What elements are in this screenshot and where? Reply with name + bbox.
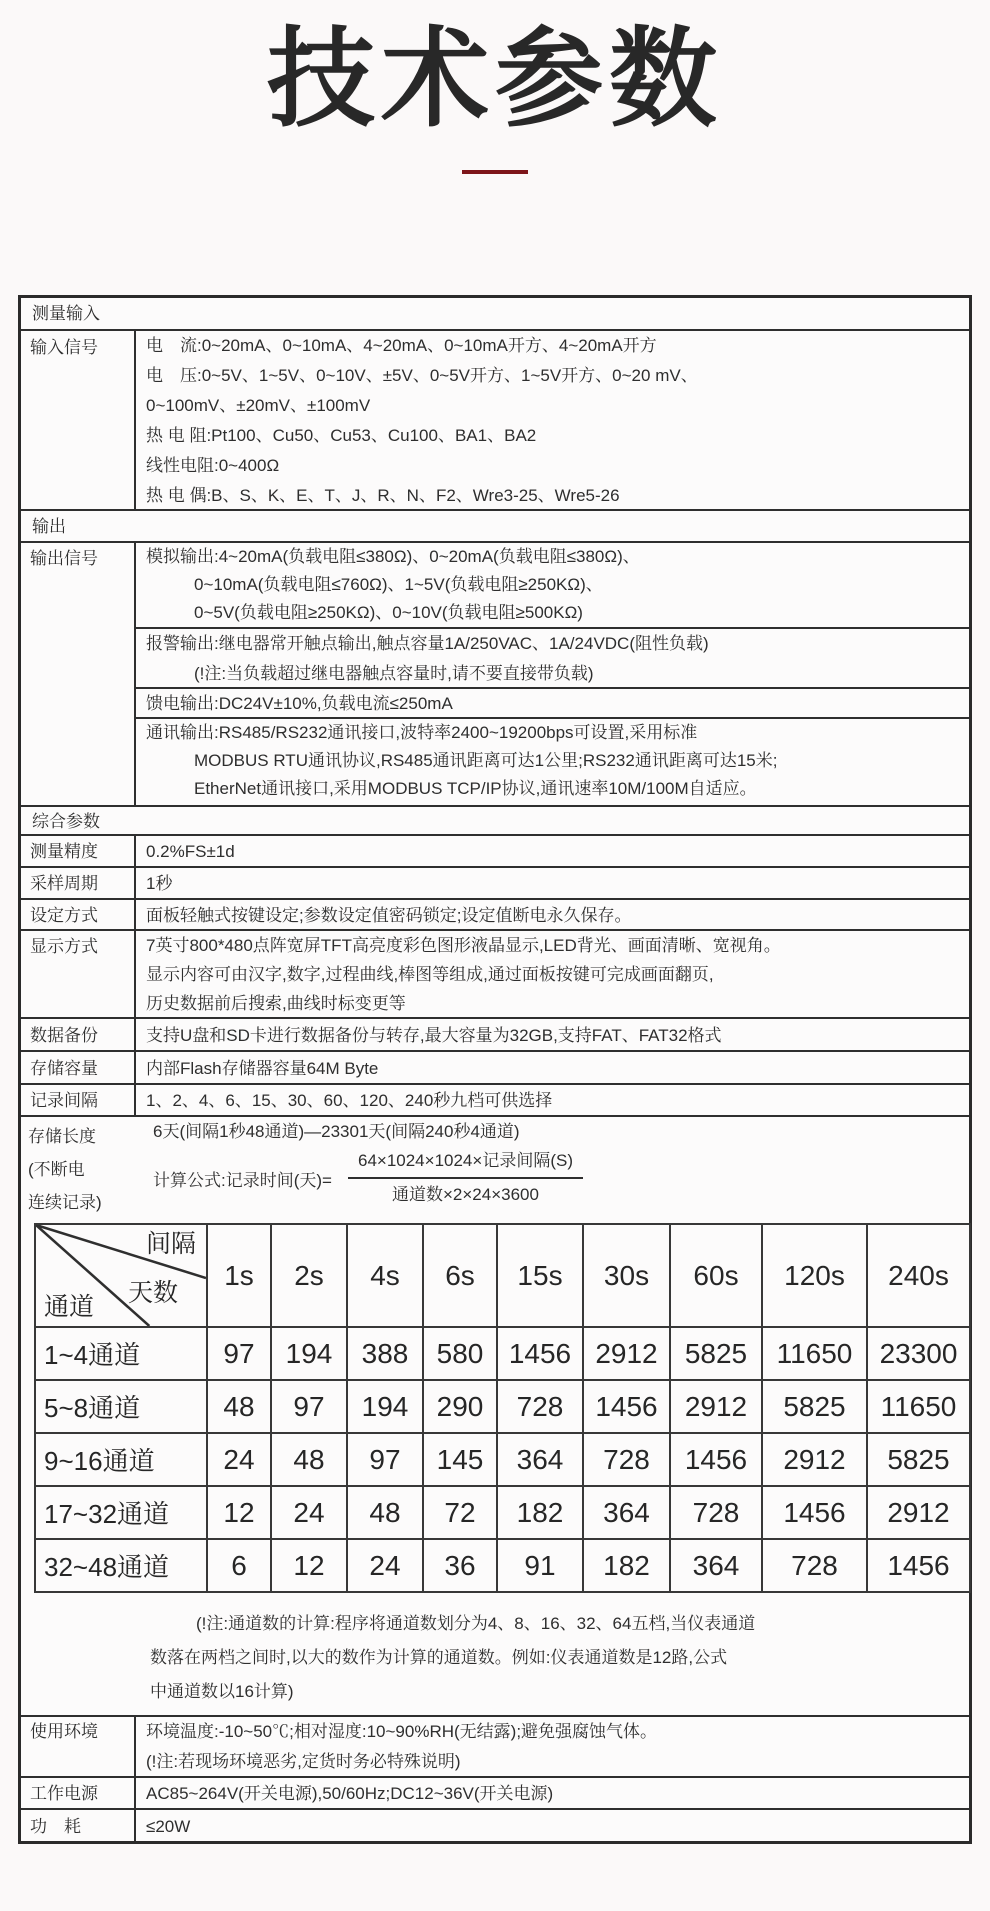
- col-header: 1s: [207, 1224, 271, 1327]
- days-cell: 290: [423, 1380, 497, 1433]
- row-value: 0.2%FS±1d: [146, 842, 235, 861]
- row-value: 内部Flash存储器容量64M Byte: [146, 1059, 379, 1078]
- output-feed-line: 馈电输出:DC24V±10%,负载电流≤250mA: [136, 687, 969, 717]
- row-storage-length: [21, 1115, 969, 1715]
- col-header: 15s: [497, 1224, 583, 1327]
- days-cell: 97: [207, 1327, 271, 1380]
- days-cell: 6: [207, 1539, 271, 1592]
- days-cell: 194: [271, 1327, 347, 1380]
- formula-label: 计算公式:记录时间(天)=: [153, 1170, 332, 1190]
- analog-line3: 0~5V(负载电阻≥250KΩ)、0~10V(负载电阻≥500KΩ): [194, 603, 583, 622]
- input-rtd-line: 热 电 阻:Pt100、Cu50、Cu53、Cu100、BA1、BA2: [146, 426, 537, 445]
- row-label: 功 耗: [21, 1810, 136, 1841]
- days-cell: 580: [423, 1327, 497, 1380]
- days-cell: 12: [207, 1486, 271, 1539]
- row-display-mode: [21, 929, 969, 1017]
- row-sampling: [21, 866, 969, 898]
- days-cell: 728: [670, 1486, 762, 1539]
- days-cell: 97: [271, 1380, 347, 1433]
- col-header: 30s: [583, 1224, 670, 1327]
- days-cell: 12: [271, 1539, 347, 1592]
- col-header: 120s: [762, 1224, 867, 1327]
- note-line3: 中通道数以16计算): [150, 1682, 294, 1701]
- row-value: ≤20W: [146, 1817, 191, 1836]
- days-cell: 24: [347, 1539, 423, 1592]
- row-value: 1秒: [146, 874, 173, 893]
- days-cell: 24: [271, 1486, 347, 1539]
- days-cell: 23300: [867, 1327, 970, 1380]
- days-cell: 48: [207, 1380, 271, 1433]
- title-divider-line: [462, 170, 528, 174]
- row-output-signal: [21, 541, 969, 805]
- days-cell: 364: [497, 1433, 583, 1486]
- row-label: 显示方式: [21, 931, 136, 1017]
- row-environment: [21, 1715, 969, 1776]
- days-cell: 1456: [670, 1433, 762, 1486]
- spec-table: [18, 295, 972, 1844]
- formula-denominator: 通道数×2×24×3600: [392, 1185, 539, 1204]
- days-cell: 728: [497, 1380, 583, 1433]
- row-accuracy: [21, 834, 969, 866]
- days-cell: 182: [497, 1486, 583, 1539]
- analog-line2: 0~10mA(负载电阻≤760Ω)、1~5V(负载电阻≥250KΩ)、: [194, 575, 603, 594]
- days-cell: 388: [347, 1327, 423, 1380]
- storage-table-row: [35, 1327, 970, 1380]
- days-cell: 1456: [497, 1327, 583, 1380]
- input-current-line: 电 流:0~20mA、0~10mA、4~20mA、0~10mA开方、4~20mA开方: [146, 336, 657, 355]
- alarm-note: (!注:当负载超过继电器触点容量时,请不要直接带负载): [194, 664, 594, 683]
- days-cell: 182: [583, 1539, 670, 1592]
- row-label: 输入信号: [21, 331, 136, 509]
- formula-fraction: [348, 1147, 583, 1209]
- storage-note: [21, 1607, 969, 1709]
- note-line1: (!注:通道数的计算:程序将通道数划分为4、8、16、32、64五档,当仪表通道: [196, 1614, 756, 1633]
- storage-table-row: [35, 1433, 970, 1486]
- channel-range-label: 17~32通道: [35, 1486, 207, 1539]
- days-cell: 1456: [583, 1380, 670, 1433]
- row-value: [136, 1717, 969, 1776]
- days-cell: 11650: [867, 1380, 970, 1433]
- env-line2: (!注:若现场环境恶劣,定货时务必特殊说明): [146, 1752, 461, 1771]
- col-header: 6s: [423, 1224, 497, 1327]
- row-record-interval: [21, 1083, 969, 1115]
- row-value: AC85~264V(开关电源),50/60Hz;DC12~36V(开关电源): [146, 1784, 554, 1803]
- alarm-line1: 报警输出:继电器常开触点输出,触点容量1A/250VAC、1A/24VDC(阻性负载): [146, 634, 709, 653]
- input-tc-line: 热 电 偶:B、S、K、E、T、J、R、N、F2、Wre3-25、Wre5-26: [146, 486, 620, 505]
- analog-line1: 模拟输出:4~20mA(负载电阻≤380Ω)、0~20mA(负载电阻≤380Ω)、: [146, 547, 640, 566]
- days-cell: 36: [423, 1539, 497, 1592]
- days-cell: 48: [271, 1433, 347, 1486]
- days-cell: 2912: [583, 1327, 670, 1380]
- storage-table-row: [35, 1539, 970, 1592]
- days-cell: 2912: [867, 1486, 970, 1539]
- row-label: 采样周期: [21, 868, 136, 898]
- row-value: 1、2、4、6、15、30、60、120、240秒九档可供选择: [146, 1091, 553, 1110]
- days-cell: 364: [670, 1539, 762, 1592]
- row-label: 输出信号: [21, 543, 136, 805]
- channel-range-label: 32~48通道: [35, 1539, 207, 1592]
- row-value: 支持U盘和SD卡进行数据备份与转存,最大容量为32GB,支持FAT、FAT32格式: [146, 1026, 722, 1045]
- days-cell: 97: [347, 1433, 423, 1486]
- display-line2: 显示内容可由汉字,数字,过程曲线,棒图等组成,通过面板按键可完成画面翻页,: [146, 965, 714, 984]
- row-value: [136, 931, 969, 1017]
- comm-line2: MODBUS RTU通讯协议,RS485通讯距离可达1公里;RS232通讯距离可达15米;: [194, 751, 778, 770]
- env-line1: 环境温度:-10~50℃;相对湿度:10~90%RH(无结露);避免强腐蚀气体。: [146, 1722, 658, 1741]
- storage-range: 6天(间隔1秒48通道)—23301天(间隔240秒4通道): [153, 1122, 520, 1141]
- channel-range-label: 5~8通道: [35, 1380, 207, 1433]
- days-cell: 728: [762, 1539, 867, 1592]
- row-value: 面板轻触式按键设定;参数设定值密码锁定;设定值断电永久保存。: [146, 906, 632, 925]
- row-power-consumption: [21, 1808, 969, 1841]
- days-cell: 2912: [762, 1433, 867, 1486]
- days-cell: 24: [207, 1433, 271, 1486]
- row-capacity: [21, 1050, 969, 1083]
- input-voltage-line: 电 压:0~5V、1~5V、0~10V、±5V、0~5V开方、1~5V开方、0~20 mV、: [146, 366, 698, 385]
- storage-table-header-row: [35, 1224, 970, 1327]
- storage-label: 存储长度 (不断电 连续记录): [28, 1127, 102, 1212]
- formula-numerator: 64×1024×1024×记录间隔(S): [348, 1147, 583, 1179]
- days-cell: 5825: [670, 1327, 762, 1380]
- days-cell: 72: [423, 1486, 497, 1539]
- section-header-general: 综合参数: [21, 805, 969, 834]
- days-cell: 728: [583, 1433, 670, 1486]
- row-input-signal: [21, 329, 969, 509]
- row-backup: [21, 1017, 969, 1050]
- comm-line3: EtherNet通讯接口,采用MODBUS TCP/IP协议,通讯速率10M/100M自适应。: [194, 779, 757, 798]
- output-comm-block: [136, 717, 969, 801]
- days-cell: 11650: [762, 1327, 867, 1380]
- corner-interval-label: 间隔: [145, 1230, 196, 1258]
- days-cell: 194: [347, 1380, 423, 1433]
- note-line2: 数落在两档之间时,以大的数作为计算的通道数。例如:仪表通道数是12路,公式: [150, 1648, 728, 1667]
- days-cell: 2912: [670, 1380, 762, 1433]
- output-analog-block: [136, 543, 969, 627]
- days-cell: 145: [423, 1433, 497, 1486]
- storage-formula: [153, 1147, 969, 1209]
- days-cell: 5825: [867, 1433, 970, 1486]
- days-cell: 48: [347, 1486, 423, 1539]
- row-label: 使用环境: [21, 1717, 136, 1776]
- row-label: 测量精度: [21, 836, 136, 866]
- row-label: 存储容量: [21, 1052, 136, 1083]
- days-cell: 1456: [762, 1486, 867, 1539]
- corner-channel-label: 通道: [44, 1293, 95, 1321]
- channel-range-label: 1~4通道: [35, 1327, 207, 1380]
- corner-days-label: 天数: [128, 1279, 179, 1307]
- display-line1: 7英寸800*480点阵宽屏TFT高亮度彩色图形液晶显示,LED背光、画面清晰、宽视角。: [146, 936, 781, 955]
- row-power-supply: [21, 1776, 969, 1808]
- days-cell: 5825: [762, 1380, 867, 1433]
- row-label: 数据备份: [21, 1019, 136, 1050]
- days-cell: 1456: [867, 1539, 970, 1592]
- col-header: 240s: [867, 1224, 970, 1327]
- col-header: 4s: [347, 1224, 423, 1327]
- storage-table-row: [35, 1486, 970, 1539]
- col-header: 60s: [670, 1224, 762, 1327]
- output-alarm-block: [136, 627, 969, 687]
- row-setting: [21, 898, 969, 929]
- input-resistance-line: 线性电阻:0~400Ω: [146, 456, 280, 475]
- row-label: 设定方式: [21, 900, 136, 929]
- row-value: [136, 331, 969, 509]
- comm-line1: 通讯输出:RS485/RS232通讯接口,波特率2400~19200bps可设置,采用标准: [146, 723, 698, 742]
- row-label: 工作电源: [21, 1778, 136, 1808]
- diagonal-corner-cell: [35, 1224, 207, 1327]
- col-header: 2s: [271, 1224, 347, 1327]
- display-line3: 历史数据前后搜索,曲线时标变更等: [146, 994, 406, 1013]
- row-label: 记录间隔: [21, 1085, 136, 1115]
- section-header-output: 输出: [21, 509, 969, 541]
- section-header-measure-input: 测量输入: [32, 304, 100, 323]
- channel-range-label: 9~16通道: [35, 1433, 207, 1486]
- storage-days-table: [34, 1223, 971, 1593]
- input-voltage-line2: 0~100mV、±20mV、±100mV: [146, 396, 371, 415]
- storage-table-row: [35, 1380, 970, 1433]
- page-title: 技术参数: [266, 18, 723, 139]
- days-cell: 91: [497, 1539, 583, 1592]
- days-cell: 364: [583, 1486, 670, 1539]
